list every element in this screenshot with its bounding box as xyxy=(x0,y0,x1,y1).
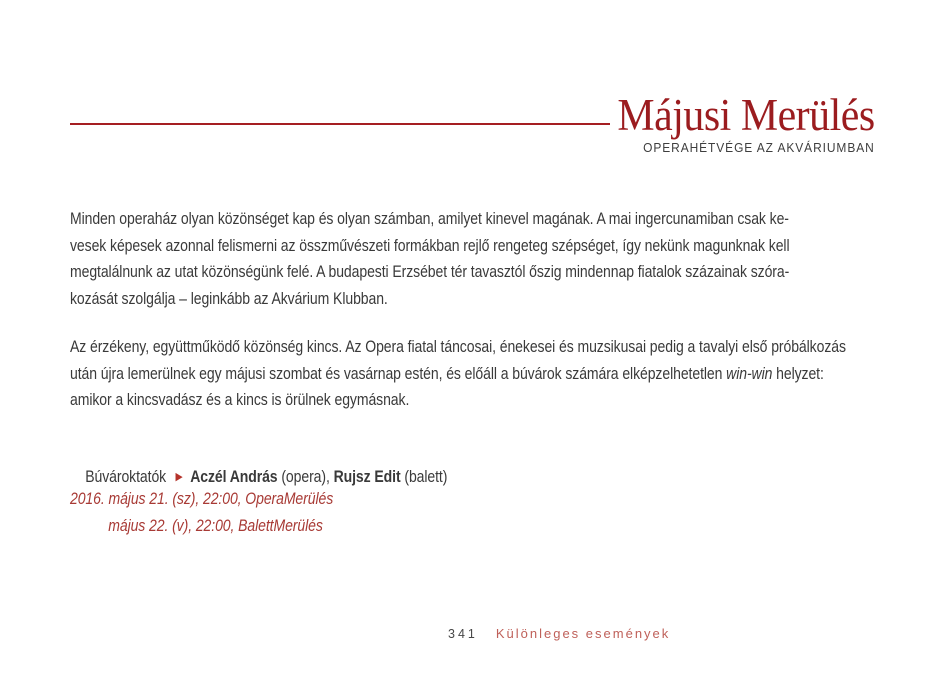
instructor-role: (balett) xyxy=(400,467,448,486)
page-subtitle: OPERAHÉTVÉGE AZ AKVÁRIUMBAN xyxy=(643,140,875,155)
instructor-name: Rujsz Edit xyxy=(333,467,401,486)
paragraph-line: amikor a kincsvadász és a kincs is örülnek egymásnak. xyxy=(70,391,410,409)
paragraph-text: helyzet: xyxy=(772,364,824,383)
body-paragraph-1 xyxy=(70,206,789,312)
paragraph-text: után újra lemerülnek egy májusi szombat és vasárnap estén, és előáll a búvárok számára elképzelhetetlen xyxy=(70,364,727,383)
header-rule xyxy=(70,123,610,125)
paragraph-line xyxy=(70,361,846,388)
schedule-block xyxy=(70,486,333,540)
footer-section-label: Különleges események xyxy=(495,626,671,641)
schedule-line-1: 2016. május 21. (sz), 22:00, OperaMerülés xyxy=(70,490,334,508)
page-title: Májusi Merülés xyxy=(617,90,875,140)
paragraph-line: kozását szolgálja – leginkább az Akvárium Klubban. xyxy=(70,289,388,308)
instructor-role: (opera), xyxy=(277,467,334,486)
instructors-label: Búvároktatók xyxy=(85,467,167,486)
instructor-name: Aczél András xyxy=(190,467,278,486)
paragraph-line: megtalálnunk az utat közönségünk felé. A budapesti Erzsébet tér tavasztól őszig mindennap fiatalok százainak szóra- xyxy=(70,263,790,281)
schedule-line-2: május 22. (v), 22:00, BalettMerülés xyxy=(108,517,323,535)
emphasized-text: win-win xyxy=(726,364,773,383)
paragraph-line: Minden operaház olyan közönséget kap és olyan számban, amilyet kinevel magának. A mai ingercunamiban csak ke- xyxy=(70,210,789,228)
triangle-right-icon: ▶ xyxy=(175,470,183,483)
paragraph-line: Az érzékeny, együttműködő közönség kincs. Az Opera fiatal táncosai, énekesei és muzsikusai pedig a tavalyi első próbálkozás xyxy=(70,338,846,356)
body-paragraph-2 xyxy=(70,334,846,414)
page-footer xyxy=(448,626,670,641)
footer-page-number: 341 xyxy=(448,627,478,641)
paragraph-line: vesek képesek azonnal felismerni az összművészeti formákban rejlő rengeteg szépséget, így nekünk magunknak kell xyxy=(70,236,790,255)
